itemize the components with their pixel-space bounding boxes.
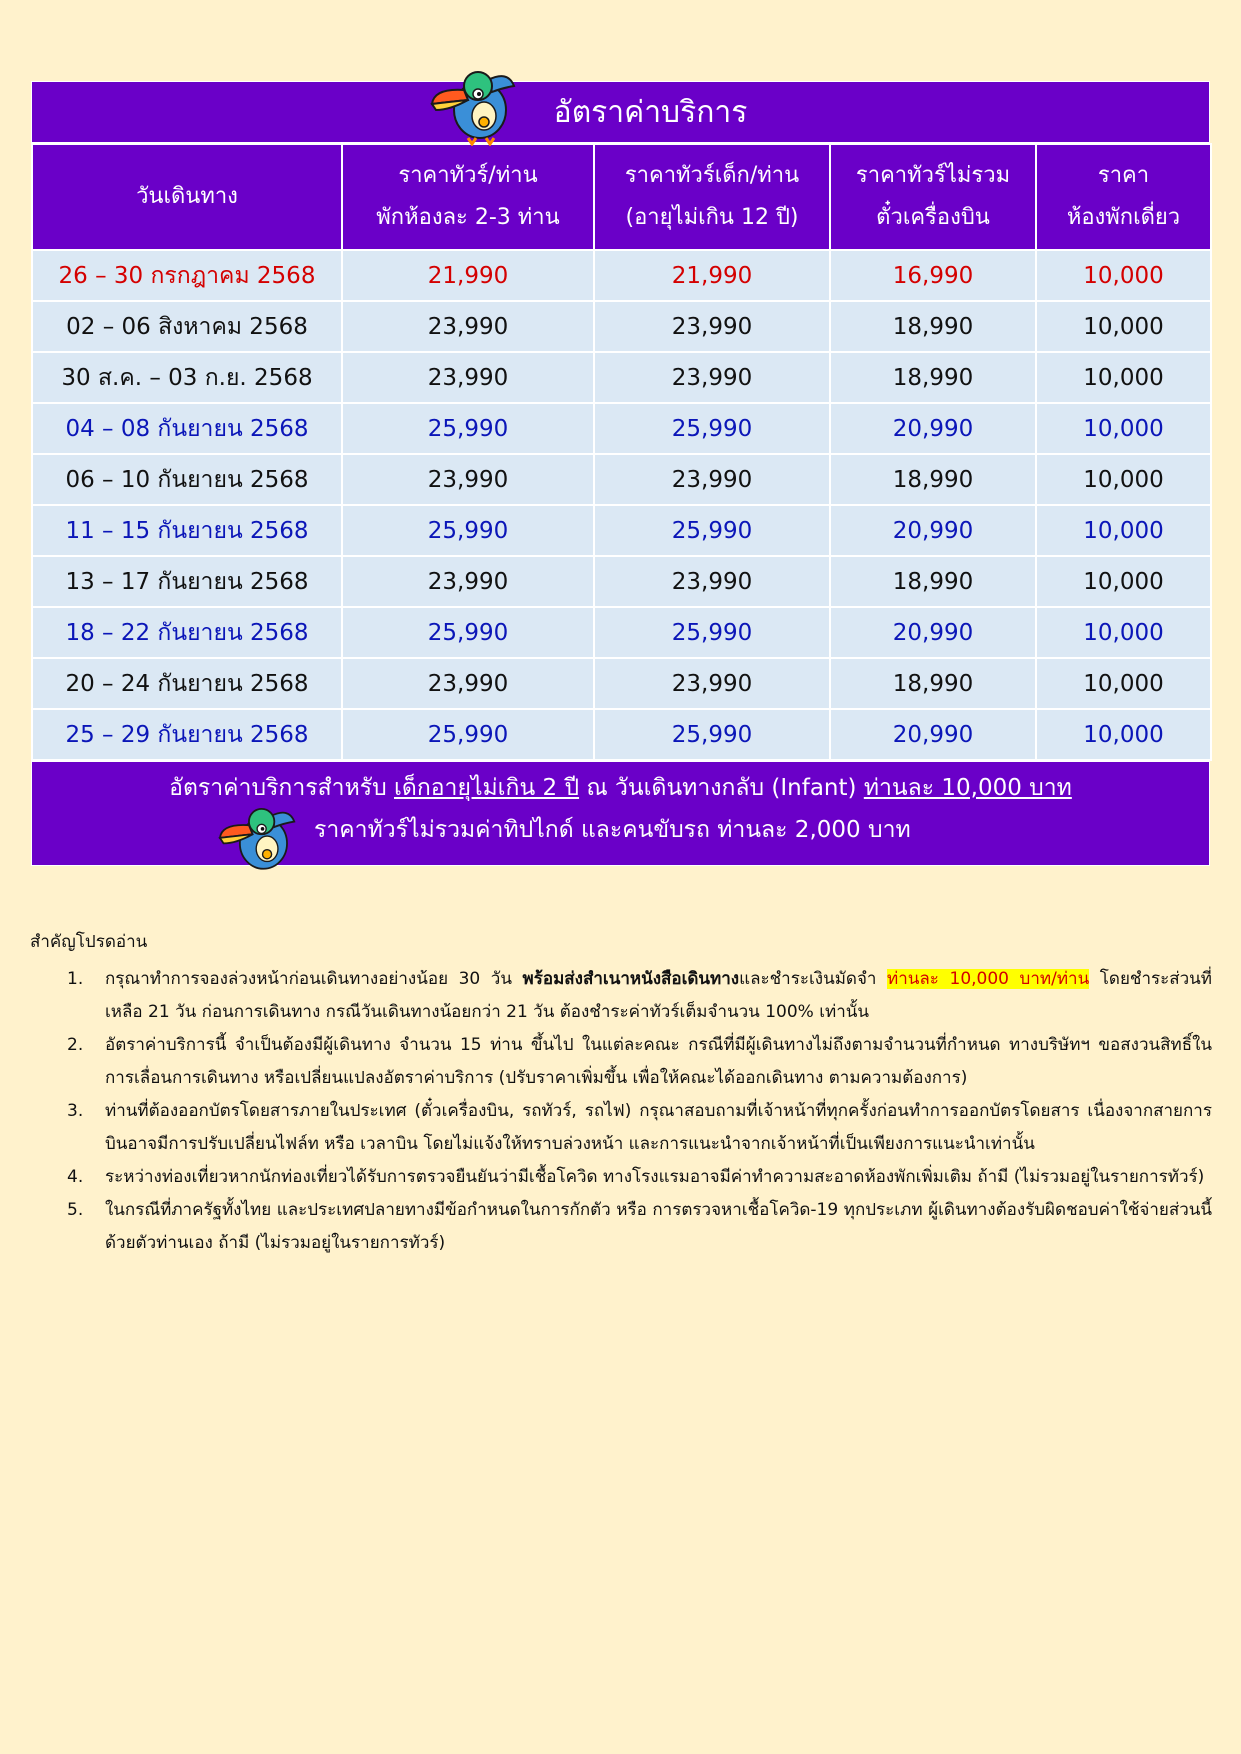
adult-price-cell: 25,990 [342,709,594,760]
infant-price-note: อัตราค่าบริการสำหรับ เด็กอายุไม่เกิน 2 ปี ณ วันเดินทางกลับ (Infant) ท่านละ 10,000 บาท [169,775,1072,801]
date-cell: 06 – 10 กันยายน 2568 [32,454,342,505]
single-room-price-cell: 10,000 [1036,607,1211,658]
single-room-price-cell: 10,000 [1036,250,1211,301]
single-room-price-cell: 10,000 [1036,301,1211,352]
single-room-price-cell: 10,000 [1036,352,1211,403]
no-ticket-price-cell: 20,990 [830,607,1036,658]
price-table-block [31,81,1210,866]
adult-price-cell: 25,990 [342,607,594,658]
no-ticket-price-cell: 18,990 [830,454,1036,505]
table-row [32,403,1211,454]
single-room-price-cell: 10,000 [1036,709,1211,760]
child-price-cell: 21,990 [594,250,830,301]
note-item: 2. อัตราค่าบริการนี้ จำเป็นต้องมีผู้เดินทาง จำนวน 15 ท่าน ขึ้นไป ในแต่ละคณะ กรณีที่มีผู้เดินทางไม่ถึงตามจำนวนที่กำหนด ทางบริษัทฯ ขอสงวนสิทธิ์ในการเลื่อนการเดินทาง หรือเปลี่ยนแปลงอัตราค่าบริการ (ปรับราคาเพิ่มขึ้น เพื่อให้คณะได้ออกเดินทาง ตามความต้องการ) [67,1035,1212,1088]
date-cell: 11 – 15 กันยายน 2568 [32,505,342,556]
child-price-cell: 25,990 [594,607,830,658]
date-cell: 30 ส.ค. – 03 ก.ย. 2568 [32,352,342,403]
note-item: 1. กรุณาทำการจองล่วงหน้าก่อนเดินทางอย่างน้อย 30 วัน พร้อมส่งสำเนาหนังสือเดินทางและชำระเงินมัดจำ ท่านละ 10,000 บาท/ท่าน โดยชำระส่วนที่เหลือ 21 วัน ก่อนการเดินทาง กรณีวันเดินทางน้อยกว่า 21 วัน ต้องชำระค่าทัวร์เต็มจำนวน 100% เท่านั้น [67,969,1212,1022]
title-bar [31,81,1210,143]
no-ticket-price-cell: 20,990 [830,505,1036,556]
date-cell: 13 – 17 กันยายน 2568 [32,556,342,607]
single-room-price-cell: 10,000 [1036,454,1211,505]
table-row [32,556,1211,607]
note-item: 4. ระหว่างท่องเที่ยวหากนักท่องเที่ยวได้รับการตรวจยืนยันว่ามีเชื้อโควิด ทางโรงแรมอาจมีค่าทำความสะอาดห้องพักเพิ่มเติม ถ้ามี (ไม่รวมอยู่ในรายการทัวร์) [67,1167,1205,1187]
date-cell: 25 – 29 กันยายน 2568 [32,709,342,760]
adult-price-cell: 25,990 [342,403,594,454]
adult-price-cell: 25,990 [342,505,594,556]
table-row [32,454,1211,505]
no-ticket-price-cell: 20,990 [830,403,1036,454]
child-price-cell: 23,990 [594,352,830,403]
header-single-room: ราคา ห้องพักเดี่ยว [1036,144,1211,250]
child-price-cell: 25,990 [594,403,830,454]
child-price-cell: 23,990 [594,301,830,352]
no-ticket-price-cell: 20,990 [830,709,1036,760]
toucan-mascot-icon [428,60,520,146]
header-adult: ราคาทัวร์/ท่าน พักห้องละ 2-3 ท่าน [342,144,594,250]
adult-price-cell: 21,990 [342,250,594,301]
tip-note: ราคาทัวร์ไม่รวมค่าทิปไกด์ และคนขับรถ ท่านละ 2,000 บาท [314,817,911,843]
footer-bar [31,761,1210,866]
toucan-mascot-icon [212,798,304,876]
table-row [32,607,1211,658]
no-ticket-price-cell: 16,990 [830,250,1036,301]
no-ticket-price-cell: 18,990 [830,658,1036,709]
note-item: 5. ในกรณีที่ภาครัฐทั้งไทย และประเทศปลายทางมีข้อกำหนดในการกักตัว หรือ การตรวจหาเชื้อโควิด-19 ทุกประเภท ผู้เดินทางต้องรับผิดชอบค่าใช้จ่ายส่วนนี้ด้วยตัวท่านเอง ถ้ามี (ไม่รวมอยู่ในรายการทัวร์) [67,1200,1212,1253]
no-ticket-price-cell: 18,990 [830,301,1036,352]
note-item: 3. ท่านที่ต้องออกบัตรโดยสารภายในประเทศ (ตั๋วเครื่องบิน, รถทัวร์, รถไฟ) กรุณาสอบถามที่เจ้าหน้าที่ทุกครั้งก่อนทำการออกบัตรโดยสาร เนื่องจากสายการบินอาจมีการปรับเปลี่ยนไฟล์ท หรือ เวลาบิน โดยไม่แจ้งให้ทราบล่วงหน้า และการแนะนำจากเจ้าหน้าที่เป็นเพียงการแนะนำเท่านั้น [67,1101,1212,1154]
header-no-ticket: ราคาทัวร์ไม่รวม ตั๋วเครื่องบิน [830,144,1036,250]
date-cell: 20 – 24 กันยายน 2568 [32,658,342,709]
table-row [32,250,1211,301]
adult-price-cell: 23,990 [342,301,594,352]
date-cell: 26 – 30 กรกฎาคม 2568 [32,250,342,301]
adult-price-cell: 23,990 [342,658,594,709]
deposit-highlight: ท่านละ 10,000 บาท/ท่าน [887,969,1090,989]
table-header-row [32,144,1211,250]
single-room-price-cell: 10,000 [1036,505,1211,556]
child-price-cell: 25,990 [594,709,830,760]
single-room-price-cell: 10,000 [1036,556,1211,607]
page-title: อัตราค่าบริการ [553,94,748,130]
table-row [32,352,1211,403]
single-room-price-cell: 10,000 [1036,658,1211,709]
adult-price-cell: 23,990 [342,454,594,505]
child-price-cell: 25,990 [594,505,830,556]
price-table [31,143,1212,761]
date-cell: 04 – 08 กันยายน 2568 [32,403,342,454]
notes-heading: สำคัญโปรดอ่าน [30,932,148,952]
child-price-cell: 23,990 [594,658,830,709]
header-date: วันเดินทาง [32,144,342,250]
important-notes [30,928,1212,1260]
table-row [32,505,1211,556]
adult-price-cell: 23,990 [342,352,594,403]
no-ticket-price-cell: 18,990 [830,352,1036,403]
date-cell: 02 – 06 สิงหาคม 2568 [32,301,342,352]
header-child: ราคาทัวร์เด็ก/ท่าน (อายุไม่เกิน 12 ปี) [594,144,830,250]
single-room-price-cell: 10,000 [1036,403,1211,454]
adult-price-cell: 23,990 [342,556,594,607]
date-cell: 18 – 22 กันยายน 2568 [32,607,342,658]
table-row [32,658,1211,709]
child-price-cell: 23,990 [594,556,830,607]
table-row [32,301,1211,352]
table-row [32,709,1211,760]
child-price-cell: 23,990 [594,454,830,505]
no-ticket-price-cell: 18,990 [830,556,1036,607]
